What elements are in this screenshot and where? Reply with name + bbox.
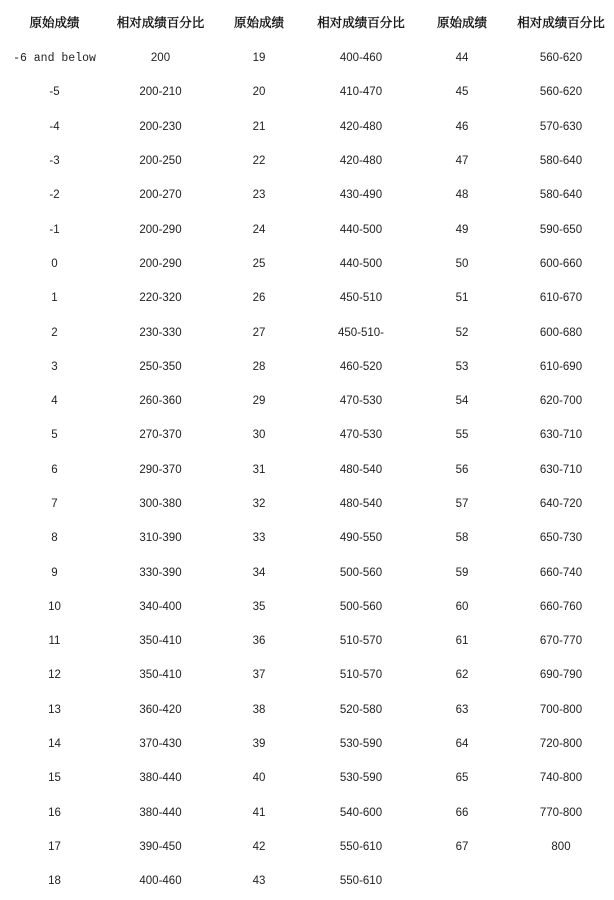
raw-score-cell: 65 (455, 772, 469, 785)
raw-score-cell: 53 (455, 360, 469, 373)
raw-score-cell: 0 (51, 257, 58, 270)
raw-score-cell: 34 (252, 566, 266, 579)
raw-score-cell: 57 (455, 498, 469, 510)
raw-score-cell: 38 (252, 703, 266, 716)
header-relative-percent-1: 相对成绩百分比 (116, 15, 205, 30)
table-row (0, 315, 614, 349)
relative-percent-cell: 610-670 (539, 292, 583, 305)
relative-percent-cell: 440-500 (339, 223, 383, 236)
table-header (0, 3, 614, 41)
relative-percent-cell: 500-560 (339, 566, 383, 579)
table-row (0, 41, 614, 75)
raw-score-cell: 46 (455, 120, 469, 133)
raw-score-cell: 31 (252, 463, 266, 476)
relative-percent-cell: 370-430 (139, 738, 182, 751)
relative-percent-cell: 420-480 (339, 120, 383, 133)
table-row (0, 178, 614, 212)
raw-score-cell: 23 (252, 189, 266, 202)
raw-score-cell: 36 (252, 635, 266, 648)
raw-score-cell: 55 (455, 429, 469, 442)
raw-score-cell: 66 (455, 806, 469, 819)
relative-percent-cell: 310-390 (139, 532, 182, 545)
raw-score-cell: 32 (252, 498, 266, 510)
table-row (0, 487, 614, 521)
table-row (0, 555, 614, 589)
raw-score-cell: 20 (252, 86, 266, 99)
table-row (0, 350, 614, 384)
raw-score-cell: 2 (51, 326, 58, 339)
relative-percent-cell: 740-800 (539, 772, 583, 785)
raw-score-cell: 60 (455, 600, 469, 613)
relative-percent-cell: 670-770 (539, 635, 583, 648)
raw-score-cell: 21 (252, 120, 266, 133)
relative-percent-cell: 470-530 (339, 429, 383, 442)
raw-score-cell: 16 (48, 806, 61, 819)
raw-score-cell: 5 (51, 429, 58, 442)
relative-percent-cell: 420-480 (339, 155, 383, 168)
relative-percent-cell: 360-420 (139, 703, 182, 716)
raw-score-cell: 43 (252, 875, 266, 888)
table-row (0, 624, 614, 658)
relative-percent-cell: 800 (551, 840, 571, 853)
relative-percent-cell: 770-800 (539, 806, 583, 819)
raw-score-cell: 4 (51, 395, 58, 408)
relative-percent-cell: 590-650 (539, 223, 583, 236)
relative-percent-cell: 460-520 (339, 360, 383, 373)
relative-percent-cell: 440-500 (339, 257, 383, 270)
relative-percent-cell: 570-630 (539, 120, 583, 133)
relative-percent-cell: 260-360 (139, 395, 182, 408)
relative-percent-cell: 390-450 (139, 840, 182, 853)
raw-score-cell: 11 (48, 635, 61, 648)
table-row (0, 864, 614, 898)
raw-score-cell: 17 (48, 840, 61, 853)
table-row (0, 212, 614, 246)
relative-percent-cell: 340-400 (139, 600, 182, 613)
relative-percent-cell: 520-580 (339, 703, 383, 716)
relative-percent-cell: 490-550 (339, 532, 383, 545)
relative-percent-cell: 200-290 (139, 257, 182, 270)
relative-percent-cell: 580-640 (539, 189, 583, 202)
table-row (0, 796, 614, 830)
relative-percent-cell: 480-540 (339, 498, 383, 510)
table-row (0, 761, 614, 795)
relative-percent-cell: 600-660 (539, 257, 583, 270)
raw-score-cell: -4 (49, 120, 60, 133)
relative-percent-cell: 510-570 (339, 669, 383, 682)
relative-percent-cell: 200-250 (139, 155, 182, 168)
score-conversion-table (0, 3, 614, 898)
relative-percent-cell: 560-620 (539, 86, 583, 99)
relative-percent-cell: 580-640 (539, 155, 583, 168)
relative-percent-cell: 500-560 (339, 600, 383, 613)
raw-score-cell: 52 (455, 326, 469, 339)
relative-percent-cell: 450-510 (339, 292, 383, 305)
relative-percent-cell: 540-600 (339, 806, 383, 819)
relative-percent-cell: 400-460 (139, 875, 182, 888)
raw-score-cell: 9 (51, 566, 58, 579)
raw-score-cell: 28 (252, 360, 266, 373)
relative-percent-cell: 200-270 (139, 189, 182, 202)
raw-score-cell: 41 (252, 806, 266, 819)
relative-percent-cell: 200 (150, 52, 171, 65)
relative-percent-cell: 270-370 (139, 429, 182, 442)
table-row (0, 384, 614, 418)
raw-score-cell: 48 (455, 189, 469, 202)
raw-score-cell: 62 (455, 669, 469, 682)
relative-percent-cell: 290-370 (139, 463, 182, 476)
raw-score-cell: -1 (49, 223, 60, 236)
relative-percent-cell: 300-380 (139, 498, 182, 510)
header-relative-percent-3: 相对成绩百分比 (517, 15, 605, 30)
raw-score-cell: 14 (48, 738, 61, 751)
relative-percent-cell: 630-710 (539, 429, 583, 442)
table-row (0, 418, 614, 452)
relative-percent-cell: 660-760 (539, 600, 583, 613)
raw-score-cell: 15 (48, 772, 61, 785)
raw-score-cell: 8 (51, 532, 58, 545)
raw-score-cell: 44 (455, 52, 469, 65)
raw-score-cell: 59 (455, 566, 469, 579)
raw-score-cell: 33 (252, 532, 266, 545)
relative-percent-cell: 550-610 (339, 840, 383, 853)
relative-percent-cell: 200-290 (139, 223, 182, 236)
raw-score-cell: 63 (455, 703, 469, 716)
raw-score-cell (416, 864, 508, 898)
table-row (0, 521, 614, 555)
relative-percent-cell: 510-570 (339, 635, 383, 648)
relative-percent-cell: 720-800 (539, 738, 583, 751)
raw-score-cell: 30 (252, 429, 266, 442)
relative-percent-cell: 250-350 (139, 360, 182, 373)
raw-score-cell: 64 (455, 738, 469, 751)
header-raw-score-1: 原始成绩 (29, 15, 80, 30)
table-row (0, 75, 614, 109)
header-raw-score-3: 原始成绩 (436, 15, 487, 30)
relative-percent-cell: 430-490 (339, 189, 383, 202)
relative-percent-cell: 530-590 (339, 772, 383, 785)
relative-percent-cell: 350-410 (139, 669, 182, 682)
raw-score-cell: 45 (455, 86, 469, 99)
raw-score-cell: 29 (252, 395, 266, 408)
table-row (0, 144, 614, 178)
relative-percent-cell: 640-720 (539, 498, 583, 510)
relative-percent-cell: 200-210 (139, 86, 182, 99)
raw-score-cell: 27 (252, 326, 266, 339)
relative-percent-cell: 620-700 (539, 395, 583, 408)
relative-percent-cell: 610-690 (539, 360, 583, 373)
raw-score-cell: 47 (455, 155, 469, 168)
raw-score-cell: -3 (49, 155, 60, 168)
raw-score-cell: 54 (455, 395, 469, 408)
relative-percent-cell: 560-620 (539, 52, 583, 65)
relative-percent-cell: 410-470 (339, 86, 383, 99)
relative-percent-cell: 400-460 (339, 52, 383, 65)
raw-score-cell: 50 (455, 257, 469, 270)
raw-score-cell: 26 (252, 292, 266, 305)
raw-score-cell: 19 (252, 52, 266, 65)
raw-score-cell: 25 (252, 257, 266, 270)
relative-percent-cell: 380-440 (139, 806, 182, 819)
relative-percent-cell: 330-390 (139, 566, 182, 579)
table-row (0, 247, 614, 281)
raw-score-cell: 6 (51, 463, 58, 476)
relative-percent-cell: 470-530 (339, 395, 383, 408)
relative-percent-cell: 630-710 (539, 463, 583, 476)
header-raw-score-2: 原始成绩 (233, 15, 284, 30)
raw-score-cell: 18 (48, 875, 61, 888)
raw-score-cell: 40 (252, 772, 266, 785)
raw-score-cell: 7 (51, 498, 58, 510)
raw-score-cell: 10 (48, 600, 61, 613)
raw-score-cell: 51 (455, 292, 469, 305)
raw-score-cell: 58 (455, 532, 469, 545)
raw-score-cell: 49 (455, 223, 469, 236)
raw-score-cell: 22 (252, 155, 266, 168)
relative-percent-cell (508, 864, 614, 898)
raw-score-cell: 56 (455, 463, 469, 476)
header-relative-percent-2: 相对成绩百分比 (317, 15, 405, 30)
relative-percent-cell: 660-740 (539, 566, 583, 579)
relative-percent-cell: 380-440 (139, 772, 182, 785)
raw-score-cell: -2 (49, 189, 60, 202)
table-row (0, 693, 614, 727)
raw-score-cell: -6 and below (13, 51, 96, 65)
table-row (0, 727, 614, 761)
header-row (0, 3, 614, 41)
table-row (0, 281, 614, 315)
raw-score-cell: 13 (48, 703, 61, 716)
table-row (0, 590, 614, 624)
table-body (0, 41, 614, 898)
raw-score-cell: 1 (51, 292, 58, 305)
relative-percent-cell: 700-800 (539, 703, 583, 716)
raw-score-cell: 37 (252, 669, 266, 682)
table-row (0, 453, 614, 487)
raw-score-cell: 61 (455, 635, 469, 648)
relative-percent-cell: 600-680 (539, 326, 583, 339)
raw-score-cell: -5 (49, 86, 60, 99)
raw-score-cell: 3 (51, 360, 58, 373)
raw-score-cell: 42 (252, 840, 266, 853)
raw-score-cell: 39 (252, 738, 266, 751)
relative-percent-cell: 230-330 (139, 326, 182, 339)
relative-percent-cell: 220-320 (139, 292, 182, 305)
relative-percent-cell: 350-410 (139, 635, 182, 648)
table-row (0, 830, 614, 864)
table-row (0, 658, 614, 692)
relative-percent-cell: 530-590 (339, 738, 383, 751)
raw-score-cell: 67 (455, 840, 469, 853)
relative-percent-cell: 650-730 (539, 532, 583, 545)
raw-score-cell: 24 (252, 223, 266, 236)
relative-percent-cell: 450-510- (337, 326, 385, 339)
relative-percent-cell: 690-790 (539, 669, 583, 682)
table-row (0, 110, 614, 144)
relative-percent-cell: 200-230 (139, 120, 182, 133)
relative-percent-cell: 550-610 (339, 875, 383, 888)
raw-score-cell: 35 (252, 600, 266, 613)
relative-percent-cell: 480-540 (339, 463, 383, 476)
raw-score-cell: 12 (48, 669, 61, 682)
